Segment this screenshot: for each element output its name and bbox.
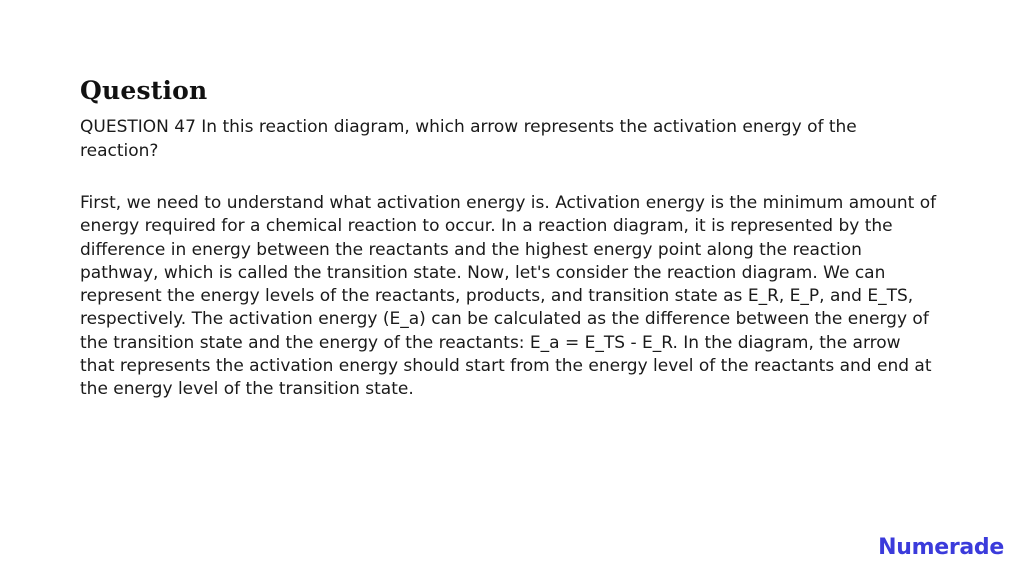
question-heading: Question — [80, 76, 208, 105]
solution-text: First, we need to understand what activation energy is. Activation energy is the minimum amount of energy required for a chemical reaction to occur. In a reaction diagram, it is represented by the difference in energy between the reactants and the highest energy point along the reaction pathway, which is called the transition state. Now, let's consider the reaction diagram. We can represent the energy levels of the reactants, products, and transition state as E_R, E_P, and E_TS, respectively. The activation energy (E_a) can be calculated as the difference between the energy of the transition state and the energy of the reactants: E_a = E_TS - E_R. In the diagram, the arrow that represents the activation energy should start from the energy level of the reactants and end at the energy level of the transition state. — [80, 193, 937, 400]
question-text: QUESTION 47 In this reaction diagram, which arrow represents the activation energy of the reaction? — [80, 117, 857, 161]
numerade-logo: Numerade — [878, 535, 1004, 560]
